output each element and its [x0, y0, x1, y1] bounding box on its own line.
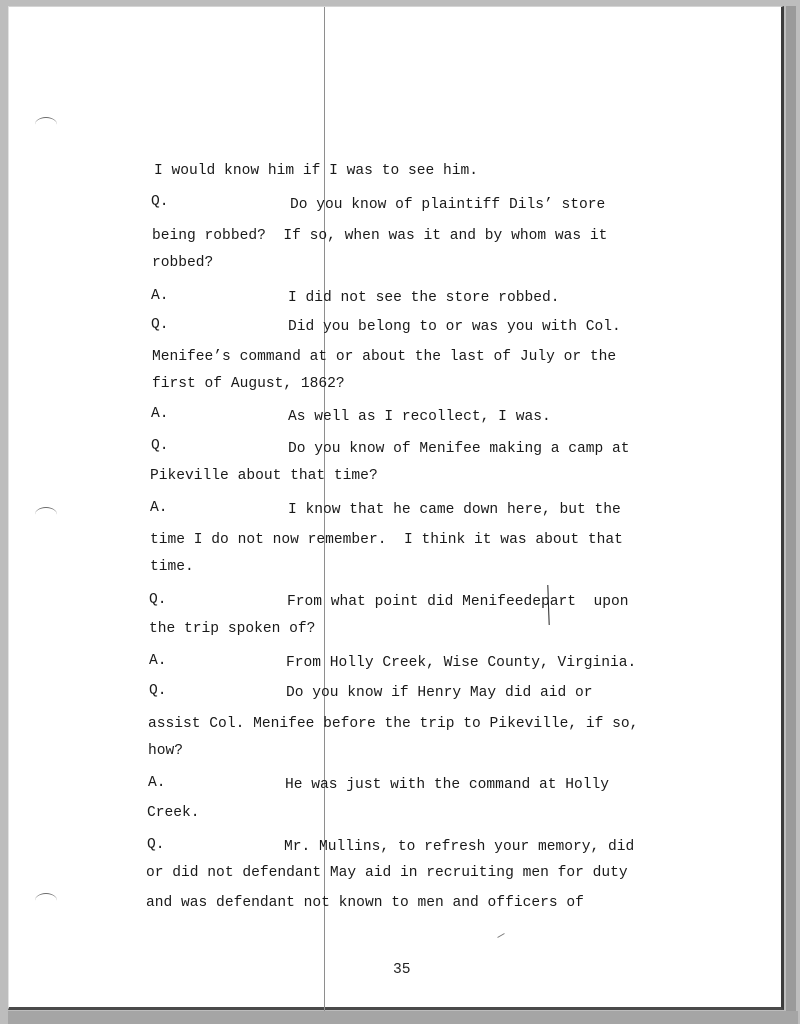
page-number: 35	[393, 962, 411, 978]
transcript-line: assist Col. Menifee before the trip to Pikeville, if so,	[148, 716, 639, 732]
answer-text: I know that he came down here, but the	[288, 502, 621, 518]
transcript-line: I would know him if I was to see him.	[154, 163, 479, 179]
question-text: Do you know of Menifee making a camp at	[288, 441, 630, 457]
question-text: Mr. Mullins, to refresh your memory, did	[284, 839, 635, 855]
transcript-line: Menifee’s command at or about the last of July or the	[152, 349, 617, 365]
answer-label: A.	[148, 775, 166, 791]
punch-hole-mark-top	[35, 117, 57, 132]
question-label: Q.	[151, 194, 169, 210]
punch-hole-mark-bottom	[35, 893, 57, 908]
transcript-line: the trip spoken of?	[149, 621, 316, 637]
transcript-line: first of August, 1862?	[152, 376, 345, 392]
transcript-line: robbed?	[152, 255, 214, 271]
question-label: Q.	[147, 837, 165, 853]
transcript-line: Pikeville about that time?	[150, 468, 378, 484]
question-label: Q.	[151, 438, 169, 454]
scan-right-edge	[786, 6, 796, 1016]
transcript-line: being robbed? If so, when was it and by whom was it	[152, 228, 608, 244]
document-page	[8, 6, 784, 1010]
transcript-line: how?	[148, 743, 184, 759]
question-text: Do you know of plaintiff Dils’ store	[290, 197, 606, 213]
question-text: Do you know if Henry May did aid or	[286, 685, 593, 701]
stray-mark	[497, 933, 504, 938]
question-label: Q.	[149, 683, 167, 699]
answer-text: From Holly Creek, Wise County, Virginia.	[286, 655, 637, 671]
question-label: Q.	[149, 592, 167, 608]
question-label: Q.	[151, 317, 169, 333]
transcript-line: Creek.	[147, 805, 200, 821]
punch-hole-mark-middle	[35, 507, 57, 522]
transcript-line: or did not defendant May aid in recruiting men for duty	[146, 865, 628, 881]
transcript-line: and was defendant not known to men and officers of	[146, 895, 584, 911]
answer-label: A.	[150, 500, 168, 516]
answer-text: As well as I recollect, I was.	[288, 409, 551, 425]
transcript-line: time I do not now remember. I think it was about that	[150, 532, 623, 548]
question-text: From what point did Menifeedepart upon	[287, 594, 629, 610]
transcript-line: time.	[150, 559, 194, 575]
scan-bottom-edge	[8, 1011, 798, 1024]
answer-label: A.	[151, 406, 169, 422]
question-text: Did you belong to or was you with Col.	[288, 319, 621, 335]
answer-label: A.	[151, 288, 169, 304]
answer-label: A.	[149, 653, 167, 669]
answer-text: He was just with the command at Holly	[285, 777, 610, 793]
answer-text: I did not see the store robbed.	[288, 290, 560, 306]
